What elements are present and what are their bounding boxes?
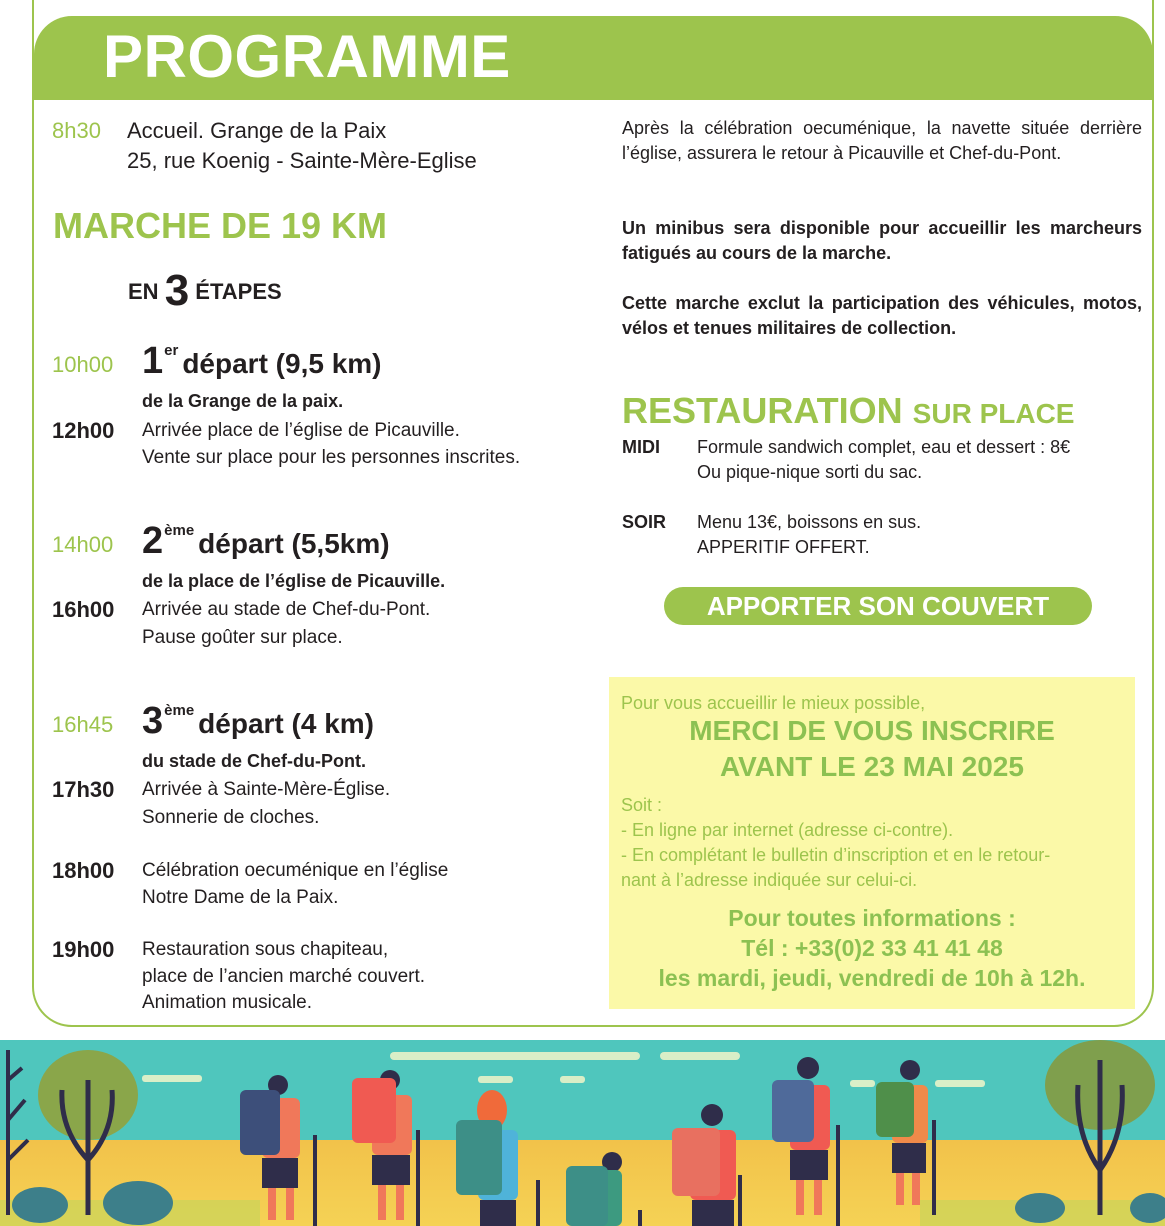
event-2-time: 19h00 — [52, 937, 115, 962]
stage-1-depart-time: 10h00 — [52, 352, 114, 377]
minibus-paragraph: Un minibus sera disponible pour accueillir les marcheurs fatigués au cours de la marche. — [622, 218, 1142, 263]
page-title: PROGRAMME — [103, 23, 511, 90]
stage-3-label: départ (4 km) — [198, 708, 374, 739]
etapes-suffix: ÉTAPES — [195, 279, 282, 304]
shuttle-paragraph: Après la célébration oecuménique, la navette située derrière l’église, assurera le retour à Picauville et Chef-du-Pont. — [622, 118, 1142, 163]
meal-midi-line-2: Ou pique-nique sorti du sac. — [697, 462, 923, 482]
event-2-line-1: Restauration sous chapiteau, — [142, 939, 389, 960]
stage-3-sup: ème — [164, 702, 195, 719]
registration-box — [609, 677, 1135, 1009]
etapes-prefix: EN — [128, 279, 159, 304]
registration-option-online: - En ligne par internet (adresse ci-contre). — [621, 820, 954, 840]
stage-2-label: départ (5,5km) — [198, 528, 390, 559]
registration-heading-2: AVANT LE 23 MAI 2025 — [720, 751, 1024, 782]
bring-cutlery-badge: APPORTER SON COUVERT — [664, 587, 1092, 625]
info-hours: les mardi, jeudi, vendredi de 10h à 12h. — [658, 965, 1086, 991]
hikers-illustration — [0, 1040, 1165, 1226]
stage-1-arrival-time: 12h00 — [52, 418, 115, 443]
event-1-time: 18h00 — [52, 858, 115, 883]
hikers-illustration-svg — [0, 1040, 1165, 1226]
stage-2-arrival-line-2: Pause goûter sur place. — [142, 627, 343, 648]
registration-soit: Soit : — [621, 795, 663, 815]
registration-heading-1: MERCI DE VOUS INSCRIRE — [689, 715, 1055, 746]
stage-2-arrival-line-1: Arrivée au stade de Chef-du-Pont. — [142, 599, 431, 620]
stage-2-number: 2 — [142, 520, 164, 562]
etapes-count: 3 — [164, 266, 190, 315]
event-1-line-2: Notre Dame de la Paix. — [142, 887, 339, 908]
stage-3-arrival-line-2: Sonnerie de cloches. — [142, 807, 320, 828]
stage-1-sup: er — [164, 342, 179, 359]
restauration-title-big: RESTAURATION — [622, 390, 903, 431]
stage-3-from: du stade de Chef-du-Pont. — [142, 751, 366, 771]
registration-intro: Pour vous accueillir le mieux possible, — [621, 693, 926, 713]
stage-3-depart-time: 16h45 — [52, 712, 114, 737]
exclusion-paragraph: Cette marche exclut la participation des véhicules, motos, vélos et tenues militaires de collection. — [622, 293, 1142, 338]
stage-1-from: de la Grange de la paix. — [142, 391, 344, 411]
stage-3-number: 3 — [142, 700, 164, 742]
info-title: Pour toutes informations : — [728, 905, 1016, 931]
event-2-line-3: Animation musicale. — [142, 992, 313, 1013]
info-phone: Tél : +33(0)2 33 41 41 48 — [741, 935, 1003, 961]
event-1-line-1: Célébration oecuménique en l’église — [142, 860, 449, 881]
etapes-heading — [128, 266, 282, 316]
meal-midi-line-1: Formule sandwich complet, eau et dessert : 8€ — [697, 437, 1071, 457]
stage-3-arrival-time: 17h30 — [52, 777, 115, 802]
meal-midi-label: MIDI — [622, 437, 660, 457]
event-2-line-2: place de l’ancien marché couvert. — [142, 966, 426, 987]
registration-option-form-1: - En complétant le bulletin d’inscription et en le retour- — [621, 845, 1051, 865]
stage-2-depart-time: 14h00 — [52, 532, 114, 557]
stage-1-number: 1 — [142, 340, 164, 382]
welcome-time: 8h30 — [52, 118, 101, 143]
welcome-line-1: Accueil. Grange de la Paix — [127, 118, 387, 143]
stage-1-arrival-line-2: Vente sur place pour les personnes inscrites. — [142, 447, 521, 468]
stage-3-arrival-line-1: Arrivée à Sainte-Mère-Église. — [142, 779, 391, 800]
stage-2-title — [142, 520, 390, 563]
stage-1-arrival-line-1: Arrivée place de l’église de Picauville. — [142, 420, 460, 441]
stage-3-title — [142, 700, 374, 743]
stage-2-arrival-time: 16h00 — [52, 597, 115, 622]
registration-option-form-2: nant à l’adresse indiquée sur celui-ci. — [621, 870, 918, 890]
stage-2-from: de la place de l’église de Picauville. — [142, 571, 446, 591]
meal-soir-line-1: Menu 13€, boissons en sus. — [697, 512, 922, 532]
meal-soir-line-2: APPERITIF OFFERT. — [697, 537, 870, 557]
stage-1-label: départ (9,5 km) — [182, 348, 382, 379]
marche-title: MARCHE DE 19 KM — [53, 205, 388, 246]
stage-1-title — [142, 340, 382, 383]
welcome-line-2: 25, rue Koenig - Sainte-Mère-Eglise — [127, 148, 477, 173]
restauration-title-small: SUR PLACE — [912, 398, 1075, 429]
meal-soir-label: SOIR — [622, 512, 667, 532]
stage-2-sup: ème — [164, 522, 195, 539]
restauration-title — [622, 390, 1074, 432]
